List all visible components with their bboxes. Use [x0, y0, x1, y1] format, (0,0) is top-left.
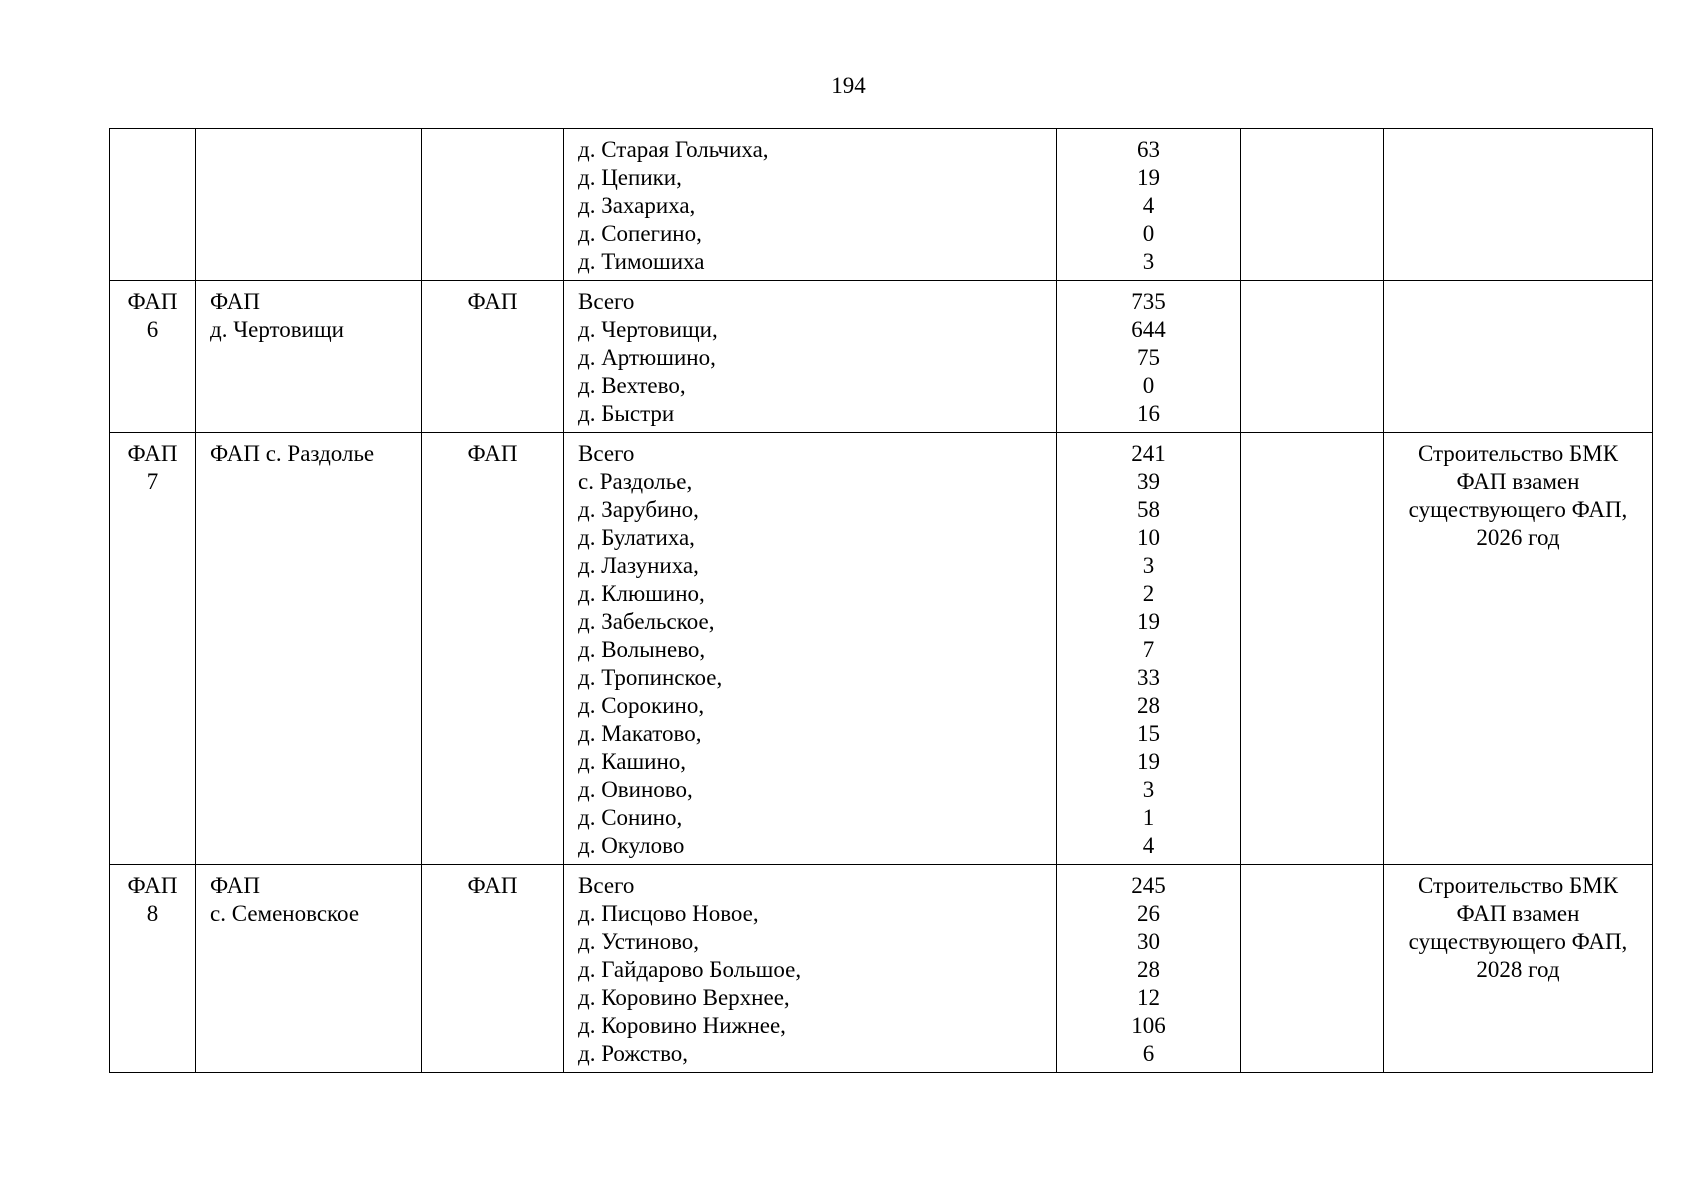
- facility-number-cell: [110, 129, 196, 281]
- note-line: существующего ФАП,: [1408, 497, 1628, 522]
- page-number: 194: [831, 73, 866, 98]
- population-value: 63: [1137, 137, 1160, 162]
- settlement-name: Всего: [578, 289, 635, 314]
- settlement-name: д. Овиново,: [578, 777, 693, 802]
- settlement-name: д. Гайдарово Большое,: [578, 957, 802, 982]
- facility-number-line: ФАП: [127, 873, 178, 898]
- settlement-name: д. Макатово,: [578, 721, 702, 746]
- note-line: 2026 год: [1476, 525, 1560, 550]
- population-value: 58: [1137, 497, 1160, 522]
- facility-number-line: ФАП: [127, 441, 178, 466]
- note-line: [1384, 192, 1652, 220]
- settlements-cell: [564, 433, 1057, 865]
- population-value: 0: [1142, 373, 1155, 398]
- settlement-name: д. Забельское,: [578, 609, 715, 634]
- facility-type-cell: [422, 865, 564, 1073]
- note-line: ФАП взамен: [1456, 469, 1580, 494]
- population-value: 245: [1131, 873, 1166, 898]
- facilities-table: [109, 128, 1653, 1073]
- population-value: 106: [1131, 1013, 1166, 1038]
- note-cell: [1384, 865, 1653, 1073]
- population-value: 28: [1137, 957, 1160, 982]
- settlement-name: Всего: [578, 441, 635, 466]
- population-value: 16: [1137, 401, 1160, 426]
- table-row: [110, 281, 1653, 433]
- settlement-name: д. Цепики,: [578, 165, 682, 190]
- note-line: 2028 год: [1476, 957, 1560, 982]
- population-cell: [1057, 433, 1241, 865]
- facility-type-cell: [422, 433, 564, 865]
- facility-type-text: ФАП: [467, 873, 518, 898]
- settlement-name: д. Булатиха,: [578, 525, 695, 550]
- settlement-name: д. Зарубино,: [578, 497, 699, 522]
- settlement-name: д. Артюшино,: [578, 345, 716, 370]
- settlements-cell: [564, 129, 1057, 281]
- settlement-name: д. Сонино,: [578, 805, 683, 830]
- population-value: 28: [1137, 693, 1160, 718]
- population-value: 6: [1142, 1041, 1155, 1066]
- population-value: 30: [1137, 929, 1160, 954]
- population-value: 0: [1142, 221, 1155, 246]
- settlements-cell: [564, 865, 1057, 1073]
- population-value: 33: [1137, 665, 1160, 690]
- facility-name-cell: [196, 433, 422, 865]
- empty-cell: [1241, 281, 1384, 433]
- empty-cell: [1241, 865, 1384, 1073]
- settlement-name: д. Писцово Новое,: [578, 901, 759, 926]
- empty-cell: [1241, 433, 1384, 865]
- empty-cell: [1241, 129, 1384, 281]
- facility-number-line: ФАП: [127, 289, 178, 314]
- table-row: [110, 865, 1653, 1073]
- settlement-name: д. Коровино Верхнее,: [578, 985, 790, 1010]
- facility-name-line: [210, 136, 421, 164]
- facility-type-text: [422, 136, 563, 164]
- settlement-name: д. Рожство,: [578, 1041, 689, 1066]
- note-line: ФАП взамен: [1456, 901, 1580, 926]
- note-line: [1384, 344, 1652, 372]
- population-value: 75: [1137, 345, 1160, 370]
- population-cell: [1057, 281, 1241, 433]
- table-row: [110, 433, 1653, 865]
- population-value: 3: [1142, 777, 1155, 802]
- note-line: [1384, 316, 1652, 344]
- facility-name-line: д. Чертовищи: [210, 317, 344, 342]
- population-value: 19: [1137, 165, 1160, 190]
- population-value: 3: [1142, 553, 1155, 578]
- settlements-cell: [564, 281, 1057, 433]
- facility-type-cell: [422, 281, 564, 433]
- population-cell: [1057, 865, 1241, 1073]
- settlement-name: д. Захариха,: [578, 193, 696, 218]
- settlement-name: д. Клюшино,: [578, 581, 705, 606]
- settlement-name: д. Волынево,: [578, 637, 706, 662]
- population-value: 4: [1142, 193, 1155, 218]
- settlement-name: д. Быстри: [578, 401, 675, 426]
- settlement-name: д. Сорокино,: [578, 693, 705, 718]
- population-value: 26: [1137, 901, 1160, 926]
- population-value: 7: [1142, 637, 1155, 662]
- facility-name-line: ФАП: [210, 289, 260, 314]
- population-value: 2: [1142, 581, 1155, 606]
- settlement-name: д. Сопегино,: [578, 221, 702, 246]
- facility-type-text: ФАП: [467, 441, 518, 466]
- facility-type-text: ФАП: [467, 289, 518, 314]
- population-value: 241: [1131, 441, 1166, 466]
- settlement-name: д. Окулово: [578, 833, 685, 858]
- population-value: 39: [1137, 469, 1160, 494]
- population-value: 735: [1131, 289, 1166, 314]
- note-cell: [1384, 281, 1653, 433]
- facility-name-cell: [196, 281, 422, 433]
- facility-name-line: с. Семеновское: [210, 901, 360, 926]
- note-line: [1384, 288, 1652, 316]
- note-line: [1384, 136, 1652, 164]
- population-value: 19: [1137, 749, 1160, 774]
- settlement-name: д. Тимошиха: [578, 249, 705, 274]
- population-value: 19: [1137, 609, 1160, 634]
- settlement-name: с. Раздолье,: [578, 469, 693, 494]
- settlement-name: д. Устиново,: [578, 929, 700, 954]
- population-value: 3: [1142, 249, 1155, 274]
- population-value: 644: [1131, 317, 1166, 342]
- facility-name-line: ФАП с. Раздолье: [210, 441, 375, 466]
- settlement-name: д. Кашино,: [578, 749, 687, 774]
- facility-number-cell: [110, 865, 196, 1073]
- settlement-name: д. Коровино Нижнее,: [578, 1013, 786, 1038]
- table-body: [110, 129, 1653, 1073]
- note-line: [1384, 220, 1652, 248]
- facility-number-line: 6: [146, 317, 159, 342]
- facility-number-line: 7: [146, 469, 159, 494]
- facility-name-cell: [196, 129, 422, 281]
- settlement-name: д. Старая Гольчиха,: [578, 137, 769, 162]
- facility-number-line: 8: [146, 901, 159, 926]
- population-cell: [1057, 129, 1241, 281]
- note-line: Строительство БМК: [1417, 873, 1619, 898]
- note-line: [1384, 164, 1652, 192]
- facility-number-line: [110, 136, 195, 164]
- facility-name-cell: [196, 865, 422, 1073]
- settlement-name: д. Чертовищи,: [578, 317, 718, 342]
- facility-name-line: ФАП: [210, 873, 260, 898]
- population-value: 4: [1142, 833, 1155, 858]
- note-line: Строительство БМК: [1417, 441, 1619, 466]
- table-row: [110, 129, 1653, 281]
- facility-number-line: [110, 164, 195, 192]
- note-line: [1384, 372, 1652, 400]
- population-value: 15: [1137, 721, 1160, 746]
- note-cell: [1384, 433, 1653, 865]
- population-value: 1: [1142, 805, 1155, 830]
- facility-name-line: [210, 164, 421, 192]
- settlement-name: Всего: [578, 873, 635, 898]
- settlement-name: д. Вехтево,: [578, 373, 686, 398]
- note-line: существующего ФАП,: [1408, 929, 1628, 954]
- population-value: 10: [1137, 525, 1160, 550]
- facility-type-cell: [422, 129, 564, 281]
- population-value: 12: [1137, 985, 1160, 1010]
- facility-name-line: [210, 468, 421, 496]
- facility-number-cell: [110, 433, 196, 865]
- settlement-name: д. Тропинское,: [578, 665, 723, 690]
- facility-number-cell: [110, 281, 196, 433]
- settlement-name: д. Лазуниха,: [578, 553, 699, 578]
- note-cell: [1384, 129, 1653, 281]
